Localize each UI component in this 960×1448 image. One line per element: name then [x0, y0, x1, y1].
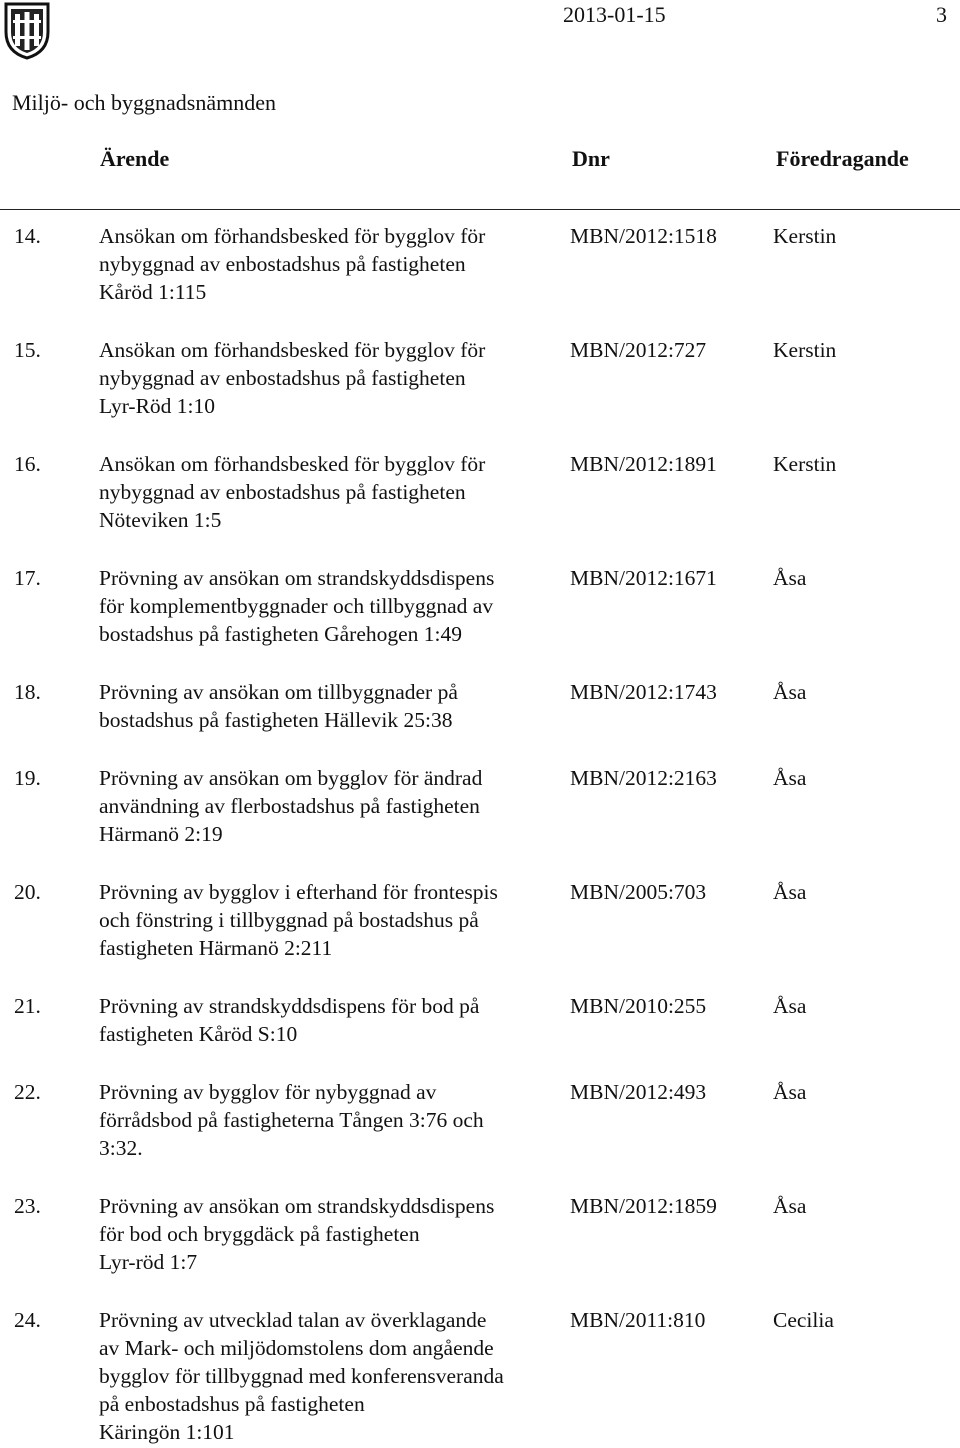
- item-dnr: MBN/2012:1891: [570, 452, 717, 476]
- header-divider: [0, 209, 960, 210]
- item-number: 20.: [14, 880, 41, 904]
- agenda-item: [0, 336, 960, 450]
- item-number: 18.: [14, 680, 41, 704]
- item-description: Prövning av utvecklad talan av överklagande av Mark- och miljödomstolens dom angående bygglov för tillbyggnad med konferensveranda på enbostadshus på fastigheten Käringön 1:101: [99, 1308, 504, 1444]
- item-dnr: MBN/2005:703: [570, 880, 707, 904]
- item-number: 15.: [14, 338, 41, 362]
- agenda-item: [0, 992, 960, 1078]
- item-dnr: MBN/2011:810: [570, 1308, 706, 1332]
- item-description: Ansökan om förhandsbesked för bygglov för nybyggnad av enbostadshus på fastigheten Kåröd 1:115: [99, 224, 486, 304]
- item-presenter: Åsa: [773, 1194, 807, 1218]
- item-description: Ansökan om förhandsbesked för bygglov för nybyggnad av enbostadshus på fastigheten Nöteviken 1:5: [99, 452, 486, 532]
- agenda-item: [0, 764, 960, 878]
- item-number: 23.: [14, 1194, 41, 1218]
- agenda-item: [0, 564, 960, 678]
- item-presenter: Kerstin: [773, 338, 837, 362]
- item-number: 24.: [14, 1308, 41, 1332]
- item-description: Prövning av ansökan om strandskyddsdispens för komplementbyggnader och tillbyggnad av bostadshus på fastigheten Gårehogen 1:49: [99, 566, 495, 646]
- item-presenter: Åsa: [773, 1080, 807, 1104]
- agenda-list: [0, 222, 960, 1448]
- agenda-item: [0, 1192, 960, 1306]
- item-dnr: MBN/2012:727: [570, 338, 707, 362]
- agenda-item: [0, 678, 960, 764]
- item-number: 17.: [14, 566, 41, 590]
- municipal-coat-of-arms-icon: [4, 2, 50, 60]
- item-presenter: Cecilia: [773, 1308, 834, 1332]
- agenda-item: [0, 1306, 960, 1448]
- item-description: Ansökan om förhandsbesked för bygglov för nybyggnad av enbostadshus på fastigheten Lyr-Röd 1:10: [99, 338, 486, 418]
- item-presenter: Åsa: [773, 994, 807, 1018]
- item-description: Prövning av strandskyddsdispens för bod på fastigheten Kåröd S:10: [99, 994, 480, 1046]
- item-description: Prövning av ansökan om bygglov för ändrad användning av flerbostadshus på fastigheten Härmanö 2:19: [99, 766, 483, 846]
- column-header-dnr: Dnr: [572, 146, 610, 171]
- item-presenter: Åsa: [773, 880, 807, 904]
- item-presenter: Kerstin: [773, 224, 837, 248]
- item-dnr: MBN/2012:2163: [570, 766, 717, 790]
- item-dnr: MBN/2012:493: [570, 1080, 707, 1104]
- item-presenter: Åsa: [773, 566, 807, 590]
- column-header-arende: Ärende: [100, 146, 170, 171]
- item-dnr: MBN/2010:255: [570, 994, 707, 1018]
- item-number: 22.: [14, 1080, 41, 1104]
- item-number: 19.: [14, 766, 41, 790]
- item-dnr: MBN/2012:1743: [570, 680, 717, 704]
- item-description: Prövning av ansökan om tillbyggnader på bostadshus på fastigheten Hällevik 25:38: [99, 680, 458, 732]
- item-number: 21.: [14, 994, 41, 1018]
- item-presenter: Åsa: [773, 766, 807, 790]
- agenda-item: [0, 1078, 960, 1192]
- item-number: 14.: [14, 224, 41, 248]
- item-description: Prövning av ansökan om strandskyddsdispens för bod och bryggdäck på fastigheten Lyr-röd 1:7: [99, 1194, 495, 1274]
- column-header-foredragande: Föredragande: [776, 146, 909, 171]
- document-date: 2013-01-15: [563, 2, 666, 27]
- item-description: Prövning av bygglov för nybyggnad av förrådsbod på fastigheterna Tången 3:76 och 3:32.: [99, 1080, 484, 1160]
- page-number: 3: [936, 2, 947, 27]
- item-presenter: Kerstin: [773, 452, 837, 476]
- organization-name: Miljö- och byggnadsnämnden: [12, 90, 276, 115]
- item-presenter: Åsa: [773, 680, 807, 704]
- item-dnr: MBN/2012:1671: [570, 566, 717, 590]
- agenda-item: [0, 878, 960, 992]
- agenda-item: [0, 222, 960, 336]
- item-number: 16.: [14, 452, 41, 476]
- item-dnr: MBN/2012:1518: [570, 224, 717, 248]
- item-dnr: MBN/2012:1859: [570, 1194, 717, 1218]
- agenda-item: [0, 450, 960, 564]
- item-description: Prövning av bygglov i efterhand för frontespis och fönstring i tillbyggnad på bostadshus på fastigheten Härmanö 2:211: [99, 880, 498, 960]
